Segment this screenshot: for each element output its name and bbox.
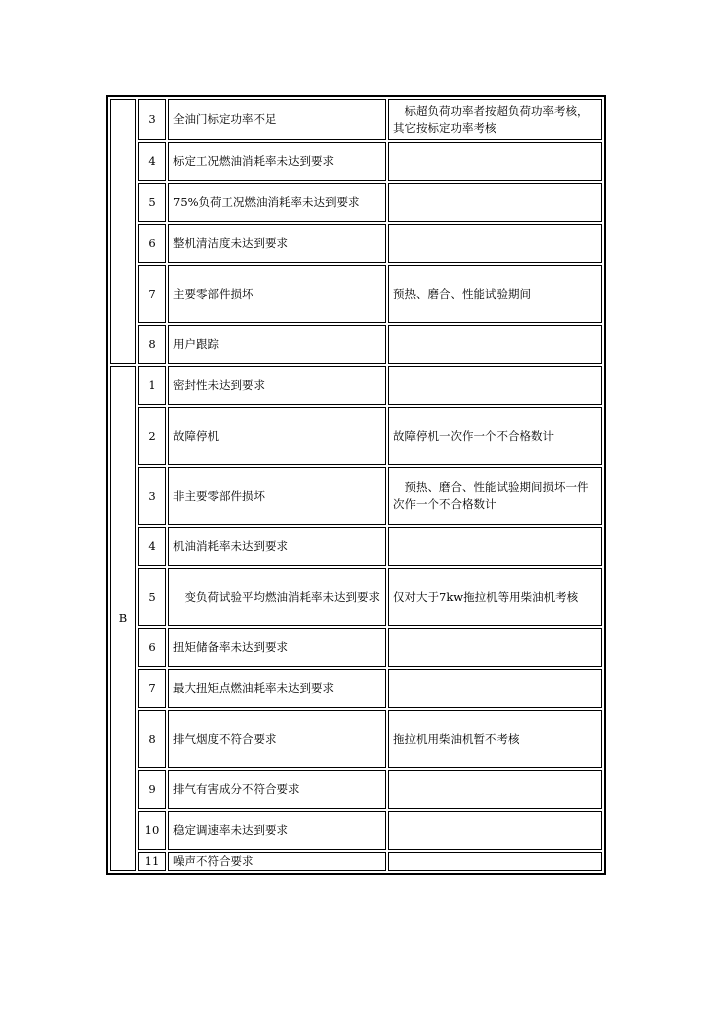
remark (388, 811, 602, 850)
row-number: 11 (138, 852, 166, 871)
remark: 故障停机一次作一个不合格数计 (388, 407, 602, 465)
defect-item: 噪声不符合要求 (168, 852, 386, 871)
table-row (110, 265, 602, 323)
table-row (110, 710, 602, 768)
remark (388, 142, 602, 181)
defect-item: 故障停机 (168, 407, 386, 465)
remark: 拖拉机用柴油机暂不考核 (388, 710, 602, 768)
row-number: 10 (138, 811, 166, 850)
table-row (110, 224, 602, 263)
row-number: 9 (138, 770, 166, 809)
defect-item: 用户跟踪 (168, 325, 386, 364)
defect-item: 整机清洁度未达到要求 (168, 224, 386, 263)
category-cell (110, 99, 136, 364)
row-number: 6 (138, 224, 166, 263)
remark (388, 183, 602, 222)
table-row (110, 183, 602, 222)
defect-item: 变负荷试验平均燃油消耗率未达到要求 (168, 568, 386, 626)
remark (388, 669, 602, 708)
table-row (110, 467, 602, 525)
table-row (110, 527, 602, 566)
remark: 标超负荷功率者按超负荷功率考核，其它按标定功率考核 (388, 99, 602, 140)
remark (388, 628, 602, 667)
row-number: 4 (138, 142, 166, 181)
defect-item: 非主要零部件损坏 (168, 467, 386, 525)
defect-item: 标定工况燃油消耗率未达到要求 (168, 142, 386, 181)
row-number: 3 (138, 99, 166, 140)
row-number: 8 (138, 710, 166, 768)
defect-item: 密封性未达到要求 (168, 366, 386, 405)
row-number: 5 (138, 183, 166, 222)
remark (388, 852, 602, 871)
table-row (110, 325, 602, 364)
remark: 预热、磨合、性能试验期间损坏一件次作一个不合格数计 (388, 467, 602, 525)
remark (388, 224, 602, 263)
row-number: 6 (138, 628, 166, 667)
row-number: 1 (138, 366, 166, 405)
defect-classification-table (106, 95, 606, 875)
table-row (110, 852, 602, 871)
row-number: 2 (138, 407, 166, 465)
remark (388, 770, 602, 809)
defect-item: 机油消耗率未达到要求 (168, 527, 386, 566)
defect-item: 稳定调速率未达到要求 (168, 811, 386, 850)
table-row (110, 142, 602, 181)
table-row (110, 628, 602, 667)
row-number: 7 (138, 669, 166, 708)
table-row (110, 407, 602, 465)
table-row (110, 669, 602, 708)
row-number: 5 (138, 568, 166, 626)
row-number: 7 (138, 265, 166, 323)
category-cell: B (110, 366, 136, 871)
table-row (110, 770, 602, 809)
table-row (110, 99, 602, 140)
defect-item: 排气有害成分不符合要求 (168, 770, 386, 809)
row-number: 3 (138, 467, 166, 525)
table-row (110, 366, 602, 405)
table-row (110, 568, 602, 626)
defect-item: 最大扭矩点燃油耗率未达到要求 (168, 669, 386, 708)
row-number: 8 (138, 325, 166, 364)
remark (388, 366, 602, 405)
row-number: 4 (138, 527, 166, 566)
remark (388, 325, 602, 364)
defect-item: 全油门标定功率不足 (168, 99, 386, 140)
defect-item: 主要零部件损坏 (168, 265, 386, 323)
remark: 预热、磨合、性能试验期间 (388, 265, 602, 323)
remark (388, 527, 602, 566)
defect-item: 扭矩储备率未达到要求 (168, 628, 386, 667)
defect-item: 排气烟度不符合要求 (168, 710, 386, 768)
table-row (110, 811, 602, 850)
remark: 仅对大于7kw拖拉机等用柴油机考核 (388, 568, 602, 626)
defect-item: 75%负荷工况燃油消耗率未达到要求 (168, 183, 386, 222)
